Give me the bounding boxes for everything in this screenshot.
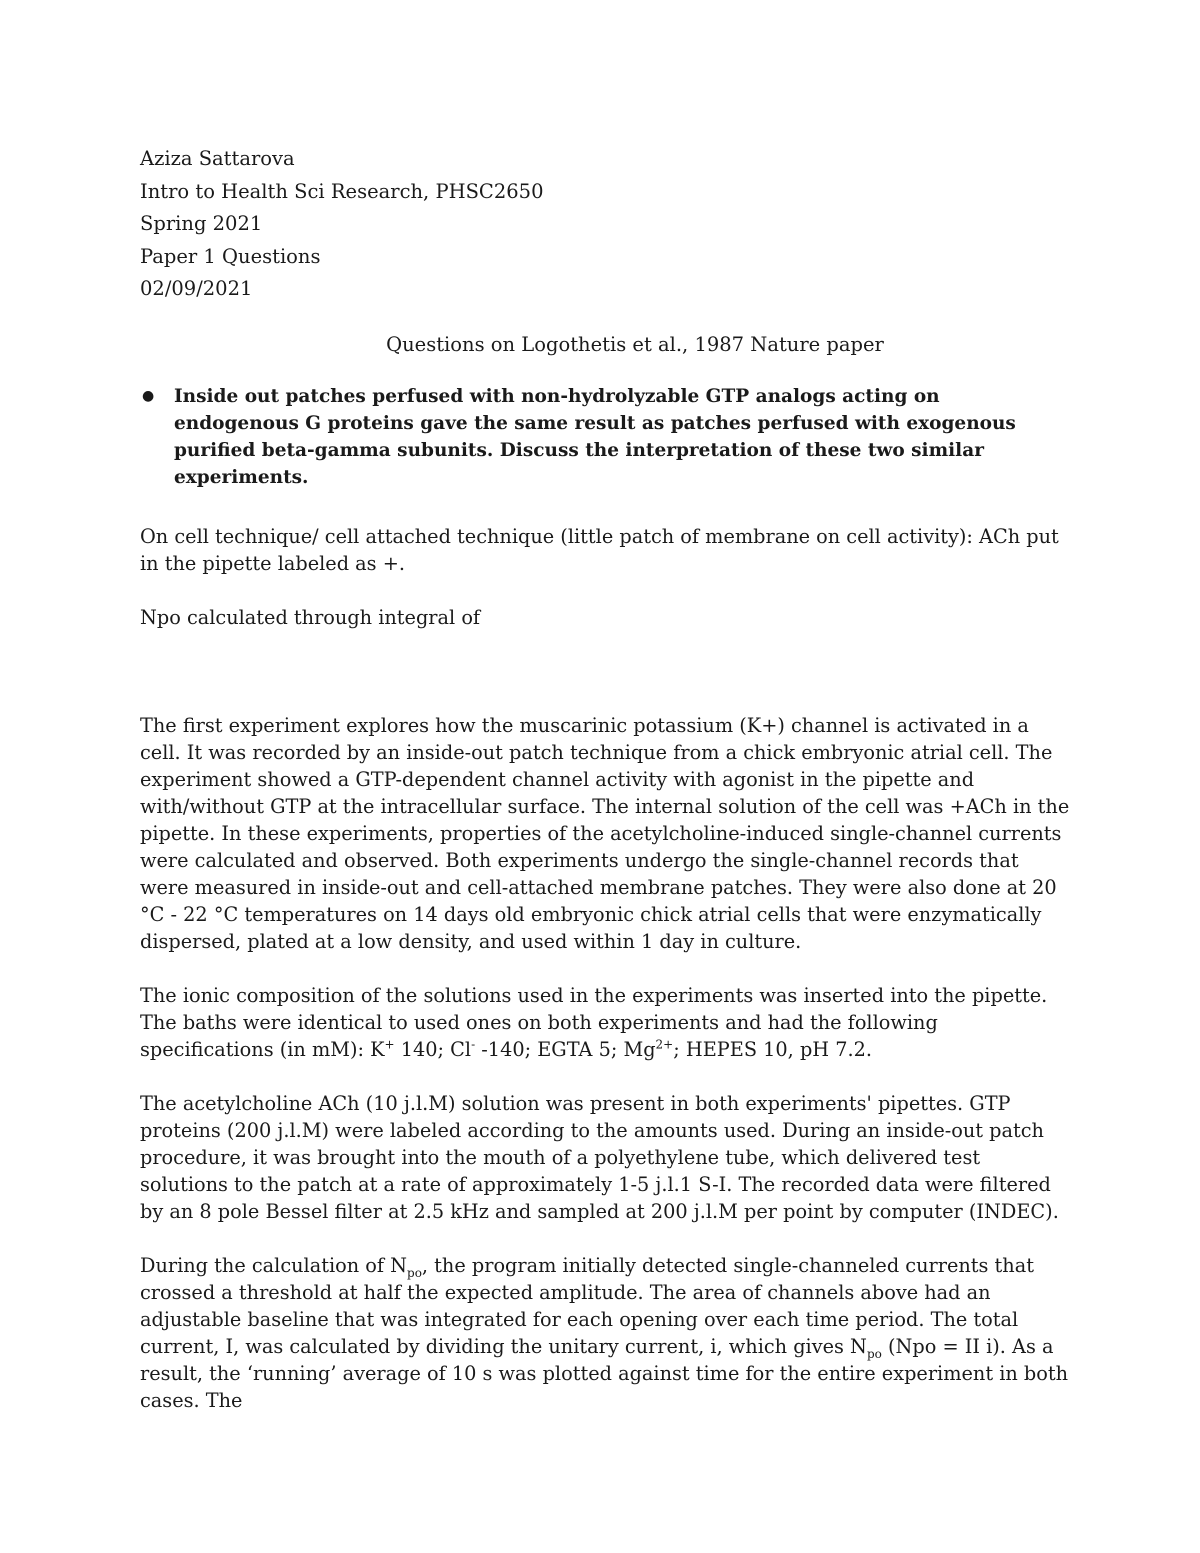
technique-paragraph: On cell technique/ cell attached technique (little patch of membrane on cell activity): ACh put in the pipette labeled as +. xyxy=(140,524,1059,575)
ionic-text-start: The ionic composition of the solutions used in the experiments was inserted into the pipette. The baths were identical to used ones on both experiments and had the following specifications (in mM): K xyxy=(140,983,1048,1061)
acetylcholine-paragraph: The acetylcholine ACh (10 j.l.M) solution was present in both experiments' pipettes. GTP proteins (200 j.l.M) were labeled according to the amounts used. During an inside-out patch procedure, it was brought into the mouth of a polyethylene tube, which delivered test solutions to the patch at a rate of approximately 1-5 j.l.1 S-I. The recorded data were filtered by an 8 pole Bessel filter at 2.5 kHz and sampled at 200 j.l.M per point by computer (INDEC). xyxy=(140,1091,1059,1223)
first-experiment-paragraph: The first experiment explores how the muscarinic potassium (K+) channel is activated in a cell. It was recorded by an inside-out patch technique from a chick embryonic atrial cell. The experiment showed a GTP-dependent channel activity with agonist in the pipette and with/without GTP at the intracellular surface. The internal solution of the cell was +ACh in the pipette. In these experiments, properties of the acetylcholine-induced single-channel currents were calculated and observed. Both experiments undergo the single-channel records that were measured in inside-out and cell-attached membrane patches. They were also done at 20 °C - 22 °C temperatures on 14 days old embryonic chick atrial cells that were enzymatically dispersed, plated at a low density, and used within 1 day in culture. xyxy=(140,713,1070,953)
magnesium-charge: 2+ xyxy=(655,1037,674,1052)
calc-text-end: (Npo = II i). As a result, the ‘running’ average of 10 s was plotted against time for the entire experiment in both cases. The xyxy=(140,1334,1069,1412)
npo-subscript: po xyxy=(407,1265,422,1280)
course-name: Intro to Health Sci Research, PHSC2650 xyxy=(140,179,544,203)
document-title: Questions on Logothetis et al., 1987 Nature paper xyxy=(386,332,884,356)
ionic-composition-paragraph xyxy=(140,982,1070,1063)
assignment-title: Paper 1 Questions xyxy=(140,244,321,268)
date: 02/09/2021 xyxy=(140,277,253,300)
calc-text-middle: , the program initially detected single-channeled currents that crossed a threshold at half the expected amplitude. The area of channels above had an adjustable baseline that was integrated for each opening over each time period. The total current, I, was calculated by dividing the unitary current, i, which gives N xyxy=(140,1253,1034,1358)
calc-text-start: During the calculation of N xyxy=(140,1253,408,1277)
term: Spring 2021 xyxy=(140,212,263,235)
question-text: Inside out patches perfused with non-hydrolyzable GTP analogs acting on endogenous G proteins gave the same result as patches perfused with exogenous purified beta-gamma subunits. Discuss the interpretation of these two similar experiments. xyxy=(174,385,1016,488)
ionic-text-end: ; HEPES 10, pH 7.2. xyxy=(673,1037,873,1061)
question-item xyxy=(140,383,1070,491)
document-content xyxy=(140,143,1070,1414)
calculation-paragraph xyxy=(140,1252,1070,1414)
author-name: Aziza Sattarova xyxy=(140,147,295,170)
ionic-text-chloride: 140; Cl xyxy=(394,1037,472,1061)
npo-subscript-second: po xyxy=(866,1346,882,1361)
npo-note-paragraph: Npo calculated through integral of xyxy=(140,605,481,629)
bullet-icon: ● xyxy=(142,387,155,404)
chloride-charge: - xyxy=(471,1037,476,1052)
potassium-charge: + xyxy=(384,1037,395,1052)
ionic-text-magnesium: -140; EGTA 5; Mg xyxy=(475,1037,656,1061)
